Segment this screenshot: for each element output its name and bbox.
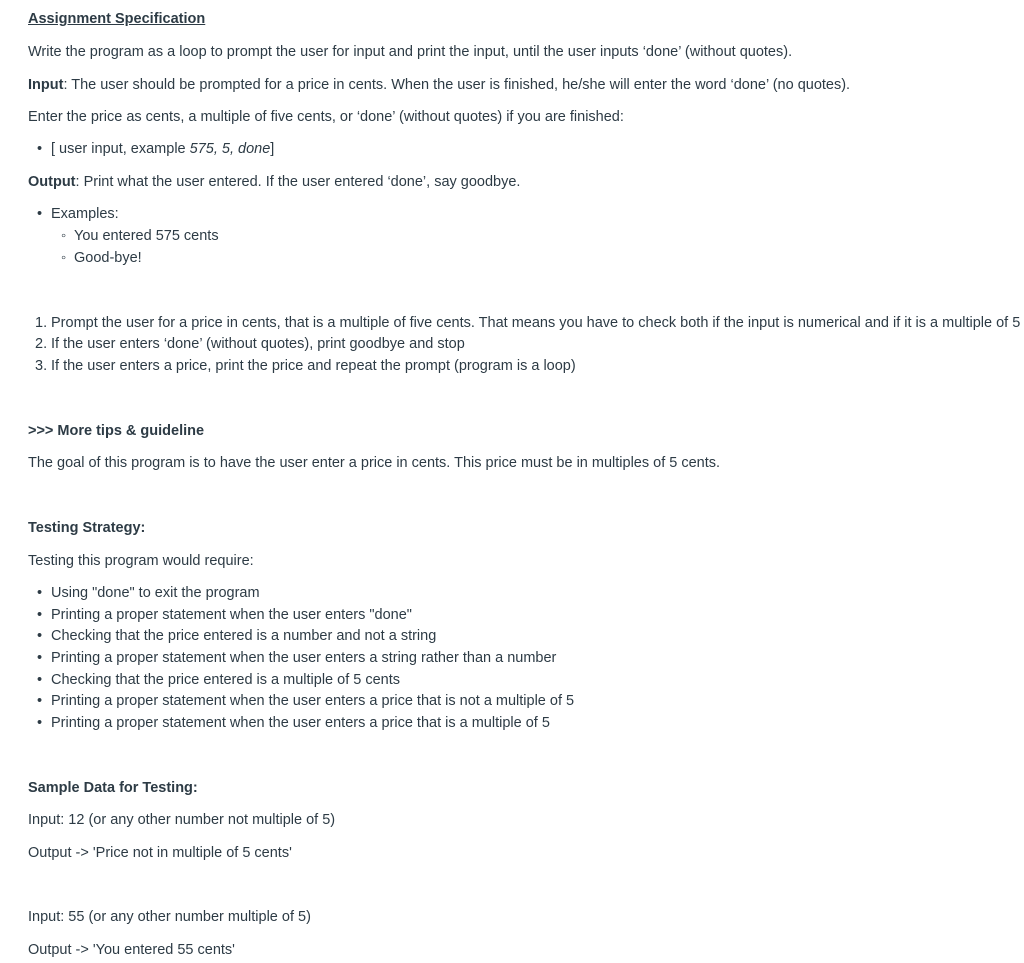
output-label: Output [28, 174, 76, 190]
step-item: 1. Prompt the user for a price in cents, that is a multiple of five cents. That means you have to check both if the input is numerical and if it is a multiple of 5 [35, 315, 1021, 331]
testing-item: • Printing a proper statement when the user enters "done" [51, 605, 412, 627]
sample-heading: Sample Data for Testing: [28, 780, 198, 796]
testing-item: • Checking that the price entered is a multiple of 5 cents [51, 670, 400, 692]
input-label: Input [28, 77, 64, 93]
step-item: 2. If the user enters ‘done’ (without quotes), print goodbye and stop [35, 336, 465, 352]
intro-paragraph: Write the program as a loop to prompt the user for input and print the input, until the user inputs ‘done’ (without quotes). [28, 44, 793, 60]
user-input-item: • [ user input, example 575, 5, done] [51, 139, 274, 161]
prompt-paragraph: Enter the price as cents, a multiple of five cents, or ‘done’ (without quotes) if you are finished: [28, 109, 624, 125]
sample-input: Input: 12 (or any other number not multiple of 5) [28, 812, 336, 828]
testing-intro: Testing this program would require: [28, 553, 254, 569]
input-text: : The user should be prompted for a price in cents. When the user is finished, he/she will enter the word ‘done’ (no quotes). [63, 77, 851, 93]
testing-item: • Printing a proper statement when the user enters a string rather than a number [51, 648, 556, 670]
example-item: ◦ You entered 575 cents [74, 226, 219, 248]
example-item: ◦ Good-bye! [74, 248, 142, 270]
step-item: 3. If the user enters a price, print the price and repeat the prompt (program is a loop) [35, 358, 576, 374]
testing-item: • Printing a proper statement when the user enters a price that is not a multiple of 5 [51, 691, 574, 713]
tips-paragraph: The goal of this program is to have the user enter a price in cents. This price must be in multiples of 5 cents. [28, 455, 721, 471]
output-text: : Print what the user entered. If the user entered ‘done’, say goodbye. [75, 174, 521, 190]
output-paragraph [28, 172, 520, 194]
user-input-example: 575, 5, done [189, 141, 271, 157]
tips-heading: >>> More tips & guideline [28, 423, 205, 439]
testing-item: • Printing a proper statement when the user enters a price that is a multiple of 5 [51, 713, 550, 735]
input-paragraph [28, 75, 850, 97]
page-title: Assignment Specification [28, 11, 206, 27]
examples-item: • Examples: [51, 204, 119, 226]
sample-output: Output -> 'You entered 55 cents' [28, 942, 235, 958]
sample-input: Input: 55 (or any other number multiple of 5) [28, 909, 311, 925]
testing-item: • Using "done" to exit the program [51, 583, 260, 605]
testing-item: • Checking that the price entered is a number and not a string [51, 626, 436, 648]
testing-heading: Testing Strategy: [28, 520, 146, 536]
sample-output: Output -> 'Price not in multiple of 5 cents' [28, 845, 292, 861]
